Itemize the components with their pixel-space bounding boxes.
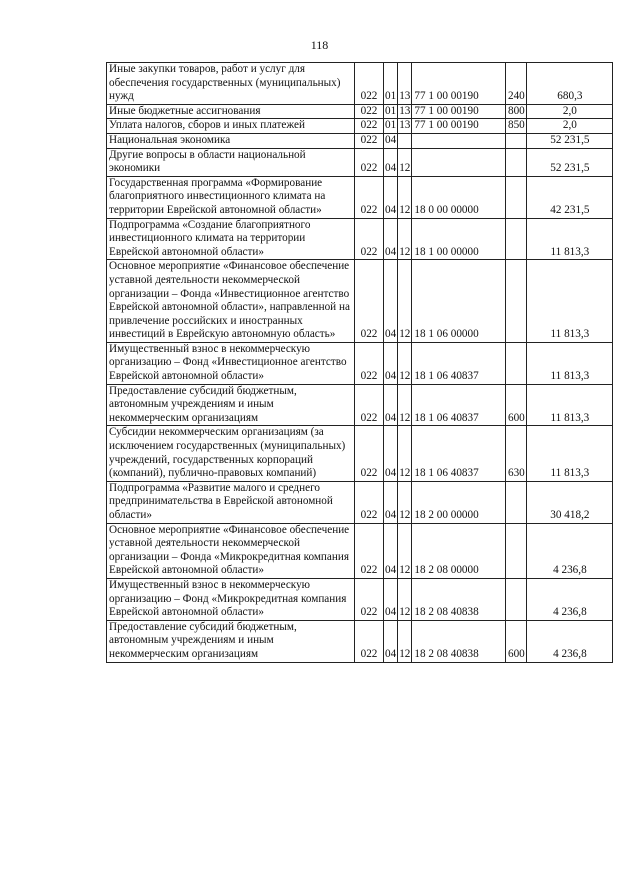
amount-cell: 11 813,3 — [527, 260, 613, 343]
section-code-cell: 04 — [384, 342, 398, 384]
amount-cell: 11 813,3 — [527, 342, 613, 384]
expense-type-cell: 240 — [506, 63, 527, 105]
ministry-code-cell: 022 — [355, 104, 384, 119]
amount-cell: 680,3 — [527, 63, 613, 105]
expense-type-cell — [506, 342, 527, 384]
target-article-cell: 18 2 08 40838 — [412, 578, 506, 620]
target-article-cell: 18 0 00 00000 — [412, 176, 506, 218]
ministry-code-cell: 022 — [355, 523, 384, 578]
target-article-cell: 77 1 00 00190 — [412, 63, 506, 105]
section-code-cell: 04 — [384, 218, 398, 260]
subsection-code-cell: 12 — [398, 384, 412, 426]
expense-type-cell — [506, 260, 527, 343]
table-row — [107, 481, 613, 523]
item-name-cell: Основное мероприятие «Финансовое обеспечение уставной деятельности некоммерческой организации – Фонда «Инвестиционное агентство Еврейской автономной области», направленной на привлечение российских и иностранных инвестиций в Еврейскую автономную область» — [107, 260, 355, 343]
item-name-cell: Основное мероприятие «Финансовое обеспечение уставной деятельности некоммерческой организации – Фонда «Микрокредитная компания Еврейской автономной области» — [107, 523, 355, 578]
table-row — [107, 133, 613, 148]
section-code-cell: 04 — [384, 426, 398, 481]
expense-type-cell — [506, 148, 527, 176]
expense-type-cell: 600 — [506, 384, 527, 426]
section-code-cell: 04 — [384, 523, 398, 578]
ministry-code-cell: 022 — [355, 578, 384, 620]
subsection-code-cell: 12 — [398, 148, 412, 176]
subsection-code-cell: 12 — [398, 578, 412, 620]
subsection-code-cell: 13 — [398, 63, 412, 105]
table-row — [107, 260, 613, 343]
target-article-cell: 18 2 00 00000 — [412, 481, 506, 523]
item-name-cell: Предоставление субсидий бюджетным, автономным учреждениям и иным некоммерческим организациям — [107, 620, 355, 662]
subsection-code-cell: 13 — [398, 119, 412, 134]
target-article-cell: 77 1 00 00190 — [412, 104, 506, 119]
ministry-code-cell: 022 — [355, 342, 384, 384]
item-name-cell: Национальная экономика — [107, 133, 355, 148]
ministry-code-cell: 022 — [355, 63, 384, 105]
subsection-code-cell: 12 — [398, 426, 412, 481]
item-name-cell: Государственная программа «Формирование благоприятного инвестиционного климата на территории Еврейской автономной области» — [107, 176, 355, 218]
amount-cell: 11 813,3 — [527, 218, 613, 260]
section-code-cell: 04 — [384, 578, 398, 620]
item-name-cell: Другие вопросы в области национальной экономики — [107, 148, 355, 176]
ministry-code-cell: 022 — [355, 426, 384, 481]
amount-cell: 52 231,5 — [527, 148, 613, 176]
expense-type-cell: 800 — [506, 104, 527, 119]
target-article-cell: 18 2 08 40838 — [412, 620, 506, 662]
page-number: 118 — [310, 38, 329, 52]
item-name-cell: Уплата налогов, сборов и иных платежей — [107, 119, 355, 134]
target-article-cell: 18 1 06 40837 — [412, 384, 506, 426]
amount-cell: 4 236,8 — [527, 578, 613, 620]
table-row — [107, 63, 613, 105]
target-article-cell: 18 1 00 00000 — [412, 218, 506, 260]
table-row — [107, 523, 613, 578]
table-row — [107, 119, 613, 134]
subsection-code-cell: 12 — [398, 481, 412, 523]
amount-cell: 11 813,3 — [527, 426, 613, 481]
expense-type-cell — [506, 523, 527, 578]
section-code-cell: 04 — [384, 620, 398, 662]
expense-type-cell — [506, 578, 527, 620]
subsection-code-cell: 12 — [398, 260, 412, 343]
subsection-code-cell: 12 — [398, 342, 412, 384]
target-article-cell — [412, 148, 506, 176]
section-code-cell: 04 — [384, 260, 398, 343]
target-article-cell — [412, 133, 506, 148]
section-code-cell: 01 — [384, 104, 398, 119]
expense-type-cell: 630 — [506, 426, 527, 481]
table-body — [107, 63, 613, 663]
target-article-cell: 77 1 00 00190 — [412, 119, 506, 134]
section-code-cell: 04 — [384, 176, 398, 218]
amount-cell: 52 231,5 — [527, 133, 613, 148]
table-row — [107, 218, 613, 260]
subsection-code-cell — [398, 133, 412, 148]
item-name-cell: Иные закупки товаров, работ и услуг для обеспечения государственных (муниципальных) нужд — [107, 63, 355, 105]
ministry-code-cell: 022 — [355, 620, 384, 662]
expense-type-cell — [506, 218, 527, 260]
target-article-cell: 18 1 06 40837 — [412, 426, 506, 481]
item-name-cell: Подпрограмма «Развитие малого и среднего предпринимательства в Еврейской автономной области» — [107, 481, 355, 523]
ministry-code-cell: 022 — [355, 481, 384, 523]
subsection-code-cell: 12 — [398, 176, 412, 218]
amount-cell: 11 813,3 — [527, 384, 613, 426]
table-row — [107, 384, 613, 426]
ministry-code-cell: 022 — [355, 176, 384, 218]
amount-cell: 4 236,8 — [527, 523, 613, 578]
amount-cell: 2,0 — [527, 119, 613, 134]
target-article-cell: 18 2 08 00000 — [412, 523, 506, 578]
section-code-cell: 04 — [384, 384, 398, 426]
subsection-code-cell: 12 — [398, 523, 412, 578]
section-code-cell: 04 — [384, 133, 398, 148]
table-row — [107, 578, 613, 620]
item-name-cell: Субсидии некоммерческим организациям (за исключением государственных (муниципальных) учреждений, государственных корпораций (компаний), публично-правовых компаний) — [107, 426, 355, 481]
budget-table — [106, 62, 613, 663]
section-code-cell: 01 — [384, 119, 398, 134]
expense-type-cell — [506, 481, 527, 523]
item-name-cell: Иные бюджетные ассигнования — [107, 104, 355, 119]
table-row — [107, 426, 613, 481]
target-article-cell: 18 1 06 40837 — [412, 342, 506, 384]
table-row — [107, 620, 613, 662]
section-code-cell: 04 — [384, 148, 398, 176]
expense-type-cell — [506, 133, 527, 148]
section-code-cell: 04 — [384, 481, 398, 523]
table-row — [107, 342, 613, 384]
item-name-cell: Подпрограмма «Создание благоприятного инвестиционного климата на территории Еврейской автономной области» — [107, 218, 355, 260]
subsection-code-cell: 12 — [398, 218, 412, 260]
item-name-cell: Имущественный взнос в некоммерческую организацию – Фонд «Микрокредитная компания Еврейской автономной области» — [107, 578, 355, 620]
ministry-code-cell: 022 — [355, 133, 384, 148]
amount-cell: 4 236,8 — [527, 620, 613, 662]
ministry-code-cell: 022 — [355, 218, 384, 260]
ministry-code-cell: 022 — [355, 384, 384, 426]
ministry-code-cell: 022 — [355, 119, 384, 134]
expense-type-cell: 850 — [506, 119, 527, 134]
amount-cell: 30 418,2 — [527, 481, 613, 523]
subsection-code-cell: 12 — [398, 620, 412, 662]
ministry-code-cell: 022 — [355, 260, 384, 343]
expense-type-cell: 600 — [506, 620, 527, 662]
item-name-cell: Имущественный взнос в некоммерческую организацию – Фонд «Инвестиционное агентство Еврейской автономной области» — [107, 342, 355, 384]
item-name-cell: Предоставление субсидий бюджетным, автономным учреждениям и иным некоммерческим организациям — [107, 384, 355, 426]
target-article-cell: 18 1 06 00000 — [412, 260, 506, 343]
amount-cell: 2,0 — [527, 104, 613, 119]
ministry-code-cell: 022 — [355, 148, 384, 176]
amount-cell: 42 231,5 — [527, 176, 613, 218]
section-code-cell: 01 — [384, 63, 398, 105]
expense-type-cell — [506, 176, 527, 218]
subsection-code-cell: 13 — [398, 104, 412, 119]
table-row — [107, 148, 613, 176]
table-row — [107, 176, 613, 218]
table-row — [107, 104, 613, 119]
